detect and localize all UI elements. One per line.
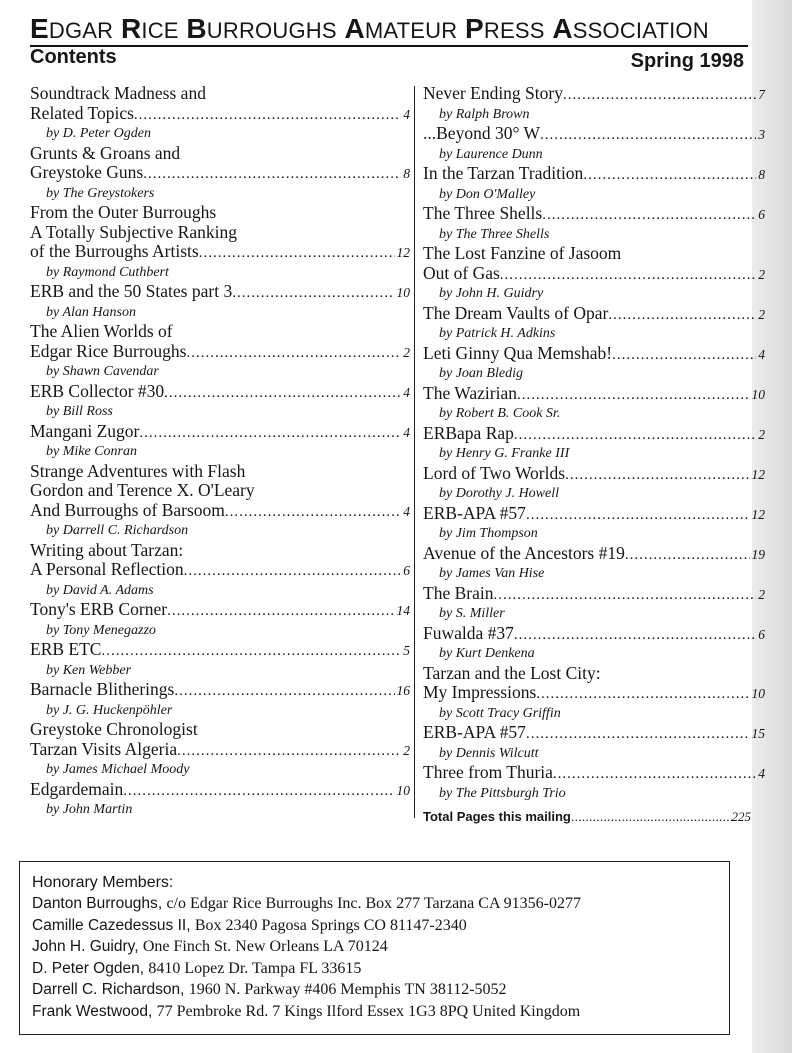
entry-page-count: 6: [403, 563, 410, 578]
entry-page-count: 10: [396, 285, 410, 300]
entry-title-line: [30, 560, 410, 582]
entry-page-count: 10: [751, 686, 765, 701]
entry-title-line: [30, 541, 410, 561]
member-address: One Finch St. New Orleans LA 70124: [142, 938, 388, 955]
entry-page-count: 4: [403, 106, 410, 122]
member-name: Frank Westwood: [32, 1002, 149, 1020]
entry-title: ERB-APA #57: [423, 722, 526, 742]
entry-page-count: 4: [403, 384, 410, 400]
contents-entry: [30, 422, 410, 462]
entry-title: Edgardemain: [30, 778, 124, 799]
dot-leader: [526, 725, 750, 745]
entry-title-line: [423, 664, 765, 684]
entry-title: Edgar Rice Burroughs: [30, 340, 187, 361]
entry-title-line: [30, 720, 410, 740]
entry-author: by Don O'Malley: [439, 186, 536, 202]
entry-author: by The Greystokers: [46, 185, 155, 201]
honorary-heading: Honorary Members:: [32, 874, 174, 891]
entry-page-count: 8: [758, 167, 765, 182]
honorary-member: Darrell C. Richardson, 1960 N. Parkway #406 Memphis TN 38112-5052: [32, 981, 507, 998]
entry-title: The Brain: [423, 582, 494, 603]
entry-title: Tarzan Visits Algeria: [30, 738, 178, 759]
member-name: Camille Cazedessus II: [32, 916, 187, 934]
dot-leader: [500, 266, 756, 286]
entry-title-line: [423, 624, 765, 646]
entry-title-line: [30, 84, 410, 104]
entry-title-line: [30, 223, 410, 243]
entry-title: A Personal Reflection: [30, 559, 184, 579]
dot-leader: [101, 642, 401, 662]
dot-leader: [542, 206, 756, 226]
entry-author: by Robert B. Cook Sr.: [439, 406, 561, 421]
contents-entry: [423, 384, 765, 424]
entry-author: by Alan Hanson: [46, 304, 136, 320]
contents-entry: [423, 344, 765, 384]
entry-page-count: 5: [403, 643, 410, 658]
entry-author: by Tony Menegazzo: [46, 622, 156, 638]
entry-title: Greystoke Chronologist: [30, 719, 198, 739]
entry-title: From the Outer Burroughs: [30, 202, 217, 222]
entry-title: My Impressions: [423, 682, 537, 702]
entry-title-line: [30, 600, 410, 622]
dot-leader: [225, 503, 401, 523]
contents-entry: [423, 204, 765, 244]
entry-page-count: 10: [751, 386, 765, 402]
entry-title-line: [423, 723, 765, 745]
member-name: Darrell C. Richardson: [32, 981, 181, 998]
entry-author: by D. Peter Ogden: [46, 126, 151, 141]
contents-entry: [30, 282, 410, 322]
contents-entry: [30, 541, 410, 601]
dot-leader: [143, 165, 401, 185]
entry-author: by James Michael Moody: [46, 762, 190, 777]
honorary-member: D. Peter Ogden, 8410 Lopez Dr. Tampa FL 33615: [32, 959, 362, 977]
entry-title: Greystoke Guns: [30, 162, 144, 182]
dot-leader: [177, 742, 401, 762]
contents-heading: Contents: [30, 46, 117, 68]
entry-author: by J. G. Huckenpöhler: [46, 702, 173, 718]
entry-title: ERB ETC: [30, 639, 102, 659]
member-address: Box 2340 Pagosa Springs CO 81147-2340: [194, 916, 467, 934]
entry-title-line: [30, 382, 410, 404]
entry-title: Fuwalda #37: [423, 622, 514, 643]
entry-title-line: [423, 344, 765, 366]
entry-title: In the Tarzan Tradition: [423, 163, 584, 183]
honorary-member: Danton Burroughs, c/o Edgar Rice Burroughs Inc. Box 277 Tarzana CA 91356-0277: [32, 895, 581, 912]
entry-title-line: [30, 242, 410, 264]
contents-entry: [423, 664, 765, 724]
contents-entry: [423, 164, 765, 204]
dot-leader: [612, 346, 756, 366]
entry-author: by Bill Ross: [46, 404, 113, 419]
entry-title-line: [30, 282, 410, 304]
contents-entry: [423, 424, 765, 464]
entry-page-count: 19: [751, 546, 765, 562]
entry-title-line: [30, 501, 410, 523]
entry-title-line: [30, 740, 410, 762]
entry-author: by The Three Shells: [439, 226, 550, 242]
entry-author: by Joan Bledig: [439, 366, 523, 381]
entry-title: Soundtrack Madness and: [30, 83, 206, 103]
contents-entry: [30, 322, 410, 382]
entry-title: ERB and the 50 States part 3: [30, 281, 233, 301]
entry-title-line: [423, 164, 765, 186]
entry-title: The Three Shells: [423, 203, 543, 223]
entry-page-count: 4: [403, 424, 410, 440]
entry-author: by Shawn Cavendar: [46, 364, 159, 379]
entry-page-count: 8: [403, 166, 410, 181]
entry-title-line: [30, 462, 410, 482]
entry-author: by The Pittsburgh Trio: [439, 785, 566, 801]
dot-leader: [199, 244, 395, 264]
dot-leader: [164, 384, 401, 404]
issue-date: Spring 1998: [630, 50, 744, 72]
entry-title-line: [423, 124, 765, 146]
entry-title-line: [30, 481, 410, 501]
entry-page-count: 15: [751, 726, 765, 741]
contents-entry: [423, 304, 765, 344]
entry-page-count: 10: [396, 782, 410, 798]
entry-page-count: 16: [396, 683, 410, 698]
contents-entry: [30, 382, 410, 422]
entry-title: A Totally Subjective Ranking: [30, 221, 237, 242]
contents-entry: [423, 504, 765, 544]
contents-entry: [423, 464, 765, 504]
dot-leader: [184, 562, 402, 582]
entry-title: ERB Collector #30: [30, 380, 165, 401]
entry-title-line: [30, 322, 410, 342]
entry-title: The Dream Vaults of Opar: [423, 302, 609, 323]
entry-page-count: 2: [403, 344, 410, 360]
dot-leader: [517, 386, 750, 406]
contents-entry: [30, 720, 410, 780]
dot-leader: [571, 809, 732, 824]
entry-title-line: [423, 763, 765, 785]
member-name: D. Peter Ogden: [32, 959, 140, 977]
entry-page-count: 3: [758, 127, 765, 142]
entry-title: Mangani Zugor: [30, 420, 140, 441]
dot-leader: [583, 166, 756, 186]
dot-leader: [187, 344, 402, 364]
entry-title: Grunts & Groans and: [30, 142, 181, 163]
entry-author: by Dennis Wilcutt: [439, 745, 539, 761]
contents-entry: [423, 84, 765, 124]
entry-page-count: 12: [751, 506, 765, 522]
masthead-title: EDGAR RICE BURROUGHS AMATEUR PRESS ASSOCIATION: [30, 13, 709, 44]
dot-leader: [134, 106, 401, 126]
entry-author: by Ken Webber: [46, 662, 132, 678]
entry-page-count: 2: [758, 266, 765, 282]
dot-leader: [493, 586, 756, 606]
entry-author: by S. Miller: [439, 606, 505, 621]
entry-title: The Lost Fanzine of Jasoom: [423, 243, 622, 263]
entry-title-line: [423, 424, 765, 446]
entry-title: Lord of Two Worlds: [423, 462, 566, 483]
entry-title-line: [423, 244, 765, 264]
entry-title: Leti Ginny Qua Memshab!: [423, 342, 613, 363]
entry-title-line: [30, 104, 410, 126]
entry-title: Three from Thuria: [423, 762, 553, 782]
total-pages-value: 225: [731, 809, 751, 824]
contents-entry: [423, 544, 765, 584]
contents-entry: [30, 84, 410, 144]
column-divider: [414, 86, 415, 818]
entry-title: The Alien Worlds of: [30, 321, 173, 341]
entry-title: Never Ending Story: [423, 83, 563, 103]
dot-leader: [514, 426, 756, 446]
contents-entry: [30, 462, 410, 541]
entry-title: of the Burroughs Artists: [30, 241, 199, 261]
entry-page-count: 2: [403, 742, 410, 758]
entry-title: Barnacle Blitherings: [30, 679, 175, 699]
entry-title-line: [423, 464, 765, 486]
entry-author: by Darrell C. Richardson: [46, 523, 189, 538]
contents-entry: [30, 680, 410, 720]
member-address: 1960 N. Parkway #406 Memphis TN 38112-5052: [188, 981, 507, 998]
entry-title: Avenue of the Ancestors #19: [423, 542, 625, 563]
entry-page-count: 4: [403, 503, 410, 519]
entry-author: by John H. Guidry: [439, 286, 544, 301]
entry-title-line: [30, 680, 410, 702]
entry-title: ERB-APA #57: [423, 502, 526, 523]
entry-title: The Wazirian: [423, 382, 517, 403]
entry-title-line: [423, 544, 765, 566]
dot-leader: [232, 284, 394, 304]
entry-title: And Burroughs of Barsoom: [30, 499, 225, 520]
entry-title-line: [423, 84, 765, 106]
entry-title-line: [423, 384, 765, 406]
contents-entry: [30, 600, 410, 640]
member-address: c/o Edgar Rice Burroughs Inc. Box 277 Tarzana CA 91356-0277: [166, 895, 581, 912]
entry-title-line: [30, 203, 410, 223]
entry-page-count: 2: [758, 426, 765, 442]
entry-page-count: 2: [758, 586, 765, 602]
honorary-list: [32, 893, 729, 1022]
dot-leader: [536, 685, 749, 705]
contents-entry: [30, 144, 410, 204]
entry-author: by Mike Conran: [46, 444, 137, 459]
masthead-rule: [30, 45, 748, 47]
entry-title-line: [423, 504, 765, 526]
entry-title: ...Beyond 30° W: [423, 123, 541, 143]
entry-title: Tony's ERB Corner: [30, 599, 168, 619]
entry-title: Out of Gas: [423, 262, 500, 283]
entry-author: by David A. Adams: [46, 582, 154, 598]
entry-title-line: [30, 144, 410, 164]
entry-author: by Patrick H. Adkins: [439, 326, 556, 341]
entry-page-count: 12: [396, 245, 410, 260]
dot-leader: [565, 466, 749, 486]
dot-leader: [540, 126, 756, 146]
dot-leader: [526, 506, 750, 526]
entry-title-line: [423, 584, 765, 606]
dot-leader: [514, 626, 756, 646]
entry-author: by Ralph Brown: [439, 106, 530, 122]
entry-title: Tarzan and the Lost City:: [423, 662, 601, 683]
entry-title-line: [30, 422, 410, 444]
entry-title: Gordon and Terence X. O'Leary: [30, 480, 255, 500]
entry-title: Related Topics: [30, 102, 134, 123]
dot-leader: [174, 682, 394, 702]
entry-page-count: 6: [758, 207, 765, 222]
entry-title-line: [423, 304, 765, 326]
honorary-member: John H. Guidry, One Finch St. New Orleans LA 70124: [32, 938, 388, 955]
member-name: Danton Burroughs: [32, 895, 158, 912]
entry-title-line: [423, 264, 765, 286]
entry-page-count: 4: [758, 766, 765, 781]
contents-entry: [30, 780, 410, 820]
entry-title-line: [423, 683, 765, 705]
member-address: 8410 Lopez Dr. Tampa FL 33615: [148, 959, 362, 977]
dot-leader: [608, 306, 756, 326]
dot-leader: [123, 782, 394, 802]
contents-entry: [423, 763, 765, 803]
contents-entry: [423, 244, 765, 304]
member-address: 77 Pembroke Rd. 7 Kings Ilford Essex 1G3 8PQ United Kingdom: [156, 1002, 581, 1020]
entry-title-line: [30, 640, 410, 662]
entry-page-count: 12: [751, 466, 765, 482]
entry-page-count: 7: [758, 87, 765, 102]
dot-leader: [625, 546, 750, 566]
honorary-members-box: [19, 861, 730, 1035]
contents-entry: [423, 584, 765, 624]
entry-page-count: 2: [758, 306, 765, 322]
contents-column-left: [30, 84, 410, 820]
entry-author: by Dorothy J. Howell: [439, 486, 560, 501]
member-name: John H. Guidry: [32, 938, 135, 955]
entry-author: by John Martin: [46, 802, 133, 817]
entry-page-count: 4: [758, 346, 765, 362]
entry-title-line: [30, 163, 410, 185]
contents-entry: [423, 723, 765, 763]
entry-author: by Kurt Denkena: [439, 646, 535, 661]
entry-title: Writing about Tarzan:: [30, 539, 184, 560]
dot-leader: [553, 765, 756, 785]
entry-author: by Jim Thompson: [439, 526, 538, 541]
total-pages-label: Total Pages this mailing: [423, 809, 571, 824]
honorary-member: Camille Cazedessus II, Box 2340 Pagosa Springs CO 81147-2340: [32, 916, 467, 934]
entry-author: by Laurence Dunn: [439, 146, 543, 162]
contents-column-right: [423, 84, 765, 825]
entry-author: by Raymond Cuthbert: [46, 264, 169, 280]
honorary-member: Frank Westwood, 77 Pembroke Rd. 7 Kings Ilford Essex 1G3 8PQ United Kingdom: [32, 1002, 581, 1020]
dot-leader: [167, 602, 394, 622]
contents-entry: [423, 624, 765, 664]
contents-entry: [423, 124, 765, 164]
entry-title: Strange Adventures with Flash: [30, 460, 246, 481]
dot-leader: [563, 86, 756, 106]
contents-entry: [30, 640, 410, 680]
entry-author: by Henry G. Franke III: [439, 446, 570, 461]
entry-page-count: 6: [758, 626, 765, 642]
entry-title-line: [30, 780, 410, 802]
entry-title-line: [423, 204, 765, 226]
entry-title-line: [30, 342, 410, 364]
dot-leader: [139, 424, 401, 444]
entry-title: ERBapa Rap: [423, 422, 514, 443]
entry-author: by James Van Hise: [439, 566, 545, 581]
entry-page-count: 14: [396, 603, 410, 618]
entry-author: by Scott Tracy Griffin: [439, 705, 561, 721]
total-pages-line: [423, 809, 751, 825]
contents-entry: [30, 203, 410, 282]
